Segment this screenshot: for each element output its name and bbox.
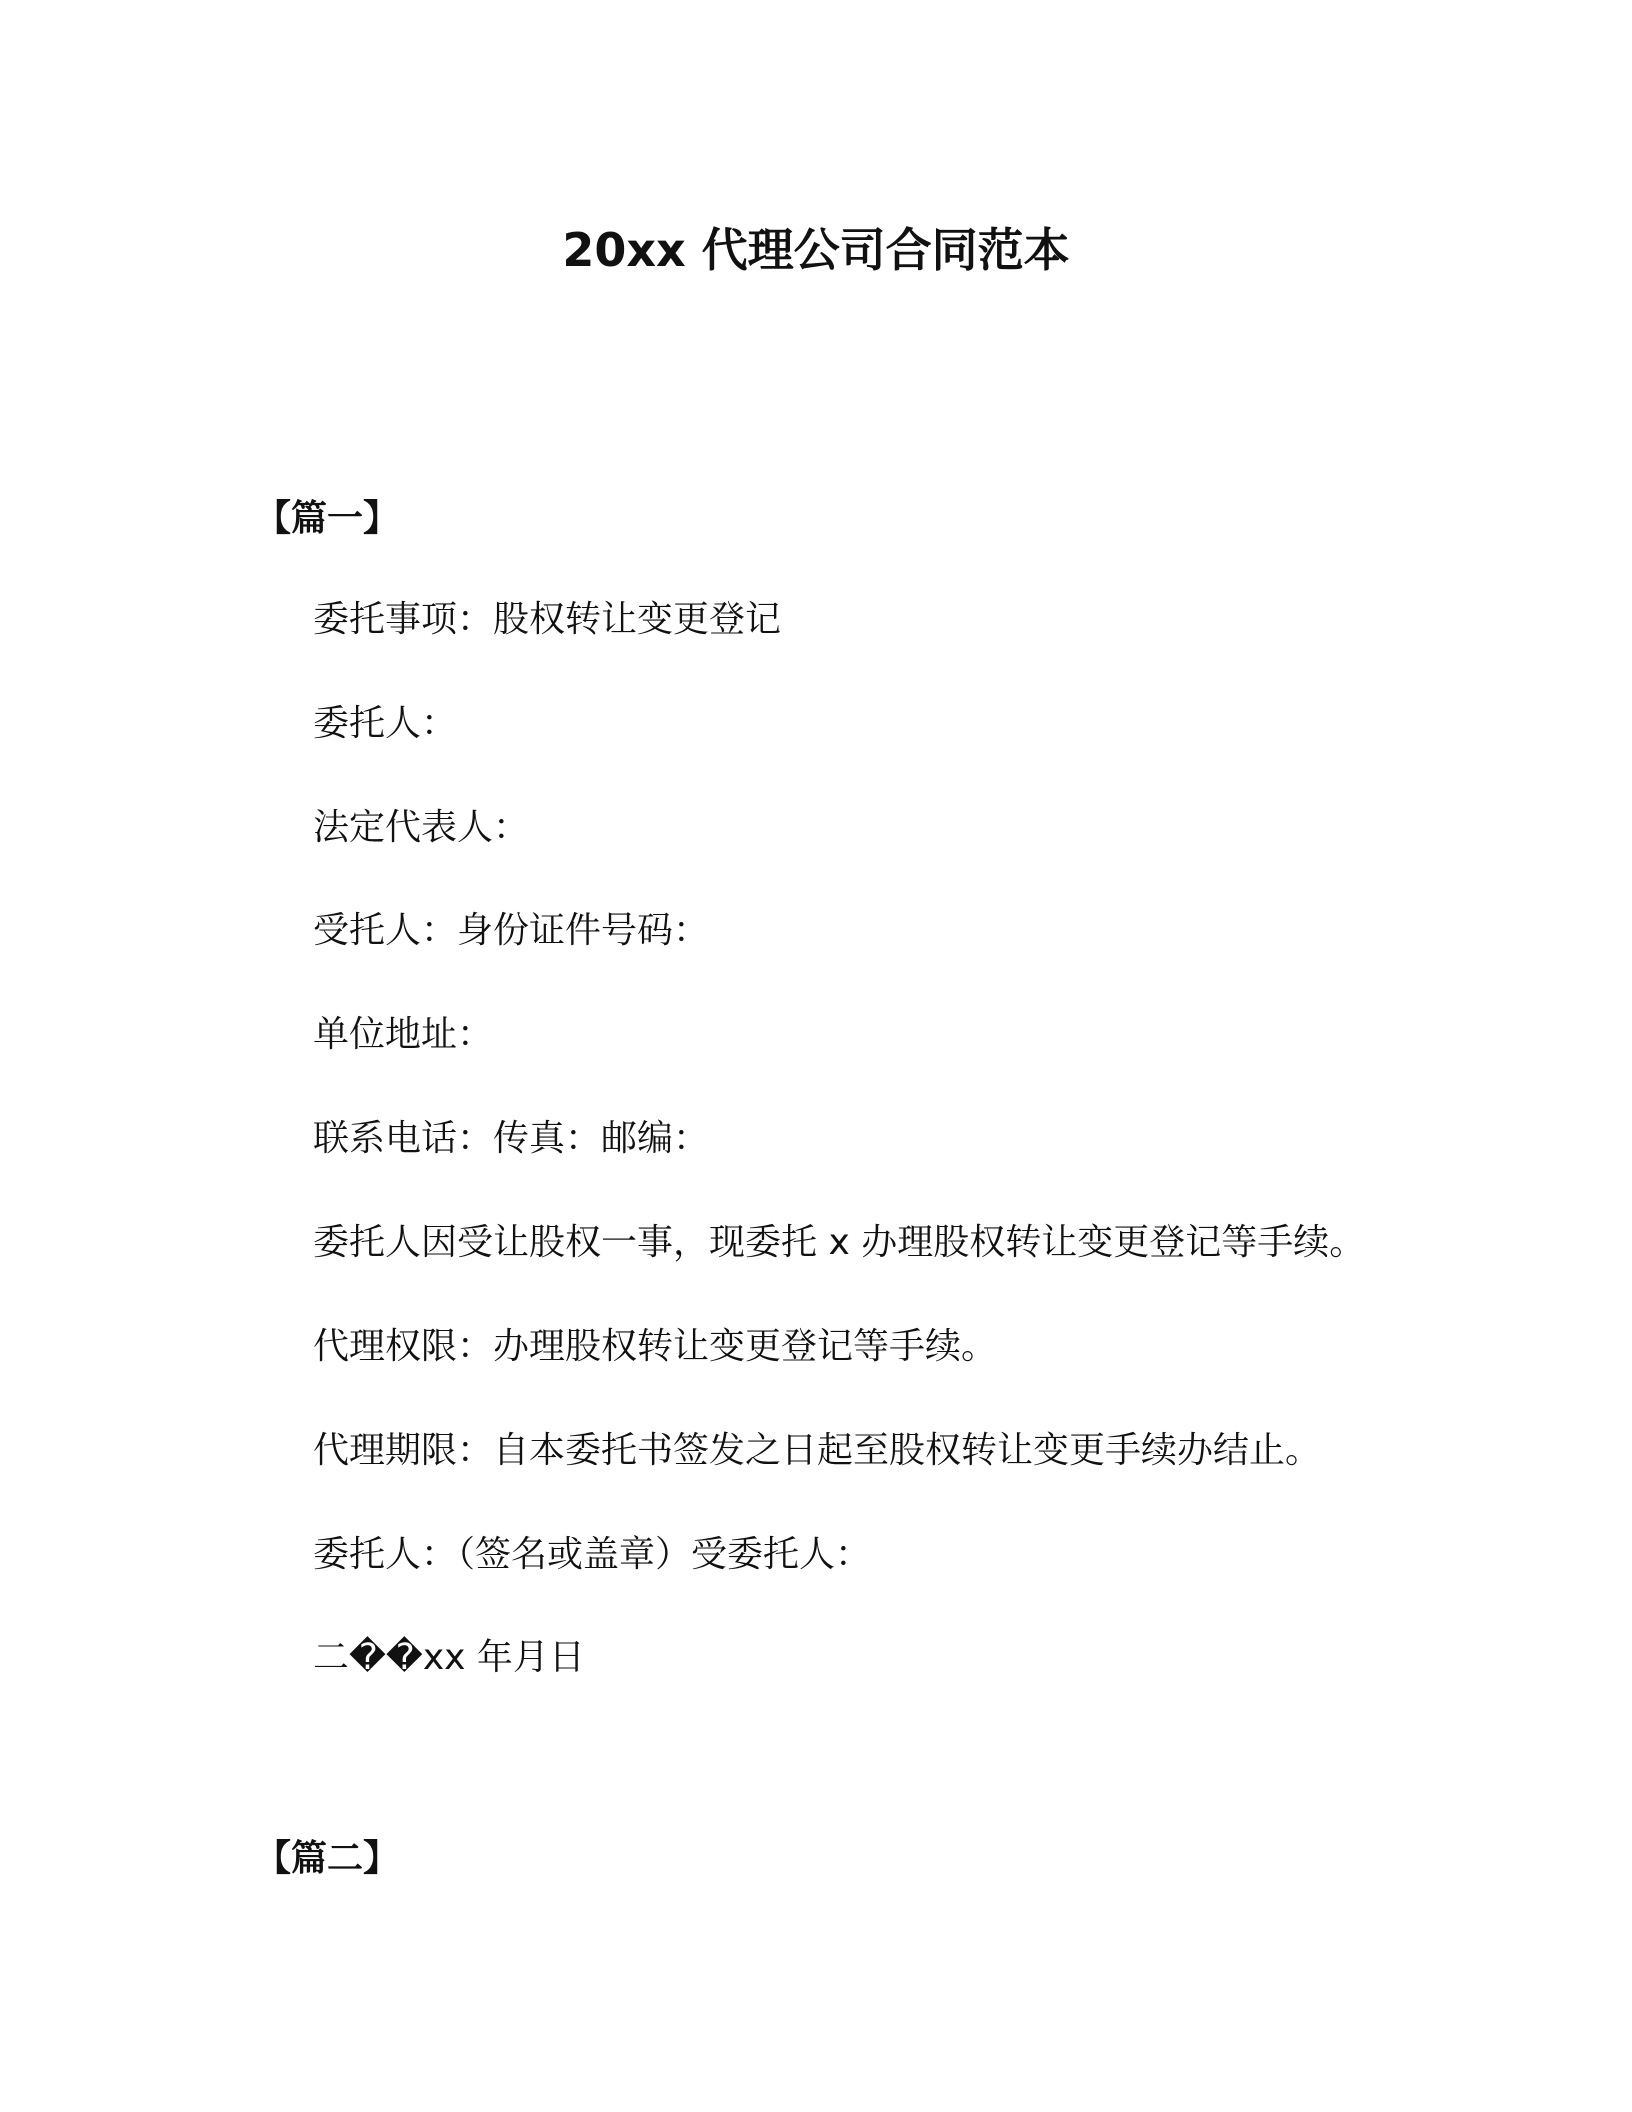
paragraph-entrusted-matter: 委托事项：股权转让变更登记: [313, 599, 782, 640]
document-title: 20xx 代理公司合同范本: [562, 223, 1070, 277]
paragraph-entrustment: 委托人因受让股权一事，现委托 x 办理股权转让变更登记等手续。: [313, 1222, 1366, 1263]
paragraph-date: 二��xx 年月日: [313, 1637, 585, 1678]
section-heading-1: 【篇一】: [255, 498, 400, 539]
paragraph-contact: 联系电话：传真：邮编：: [313, 1118, 710, 1159]
paragraph-address: 单位地址：: [313, 1014, 494, 1055]
section-heading-2: 【篇二】: [255, 1838, 400, 1879]
paragraph-signature: 委托人：（签名或盖章）受委托人：: [313, 1534, 872, 1575]
paragraph-agent-id: 受托人：身份证件号码：: [313, 910, 710, 951]
paragraph-principal: 委托人：: [313, 703, 458, 744]
paragraph-authority: 代理权限：办理股权转让变更登记等手续。: [313, 1326, 998, 1367]
paragraph-term: 代理期限：自本委托书签发之日起至股权转让变更手续办结止。: [313, 1430, 1322, 1471]
paragraph-legal-representative: 法定代表人：: [313, 807, 530, 848]
